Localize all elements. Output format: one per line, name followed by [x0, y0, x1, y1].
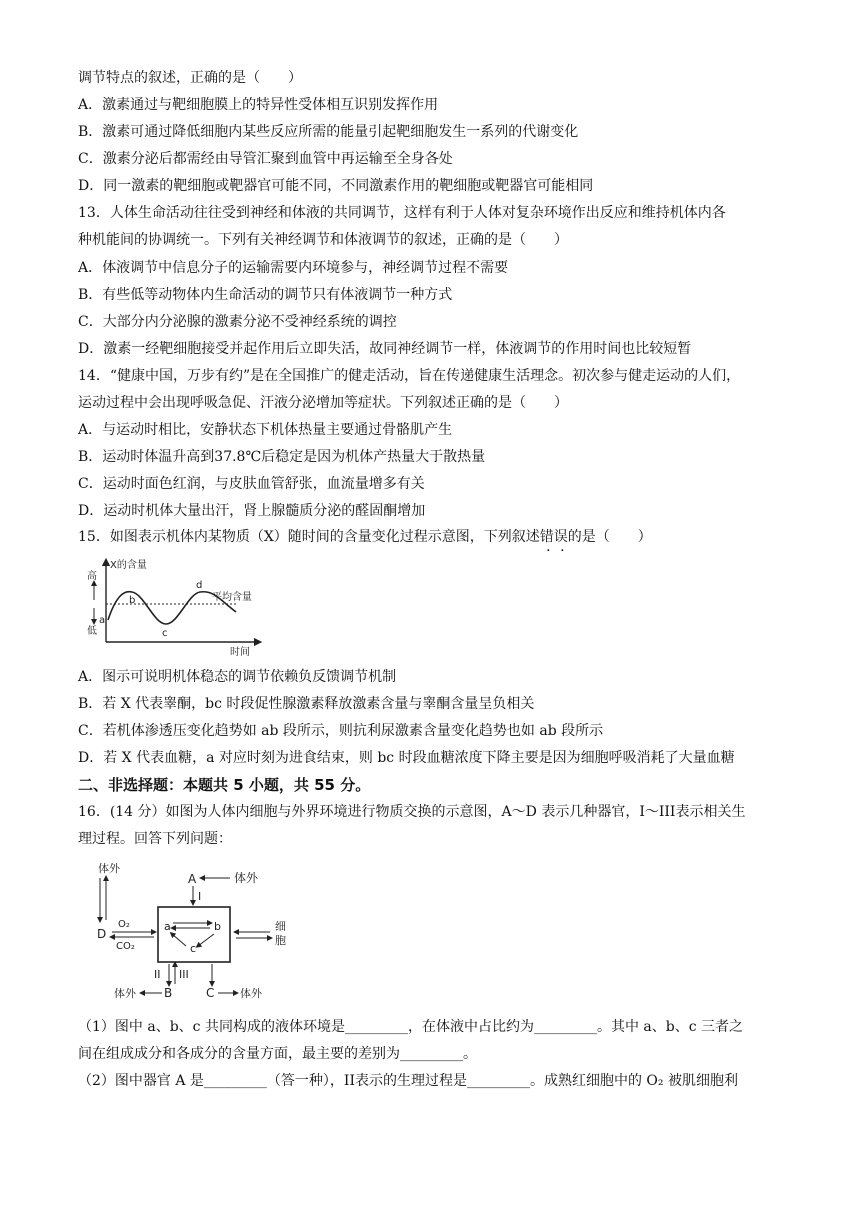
cell-label-1: 细 — [275, 920, 286, 933]
section2-title: 二、非选择题：本题共 5 小题，共 55 分。 — [78, 776, 371, 794]
co2-label: CO₂ — [116, 941, 135, 952]
organ-d: D — [97, 927, 107, 941]
q12-option-d: D．同一激素的靶细胞或靶器官可能不同，不同激素作用的靶细胞或靶器官可能相同 — [78, 178, 594, 194]
q15-stem — [78, 527, 652, 547]
q13-option-b: B．有些低等动物体内生命活动的调节只有体液调节一种方式 — [78, 287, 453, 303]
outside-bottom-right: 体外 — [240, 987, 262, 1000]
q12-stem: 调节特点的叙述，正确的是（ ） — [78, 70, 302, 86]
process-3: III — [179, 968, 189, 981]
q14-option-c: C．运动时面色红润，与皮肤血管舒张，血流量增多有关 — [78, 476, 425, 492]
point-c: c — [162, 628, 168, 639]
q12-option-b: B．激素可通过降低细胞内某些反应所需的能量引起靶细胞发生一系列的代谢变化 — [78, 124, 579, 140]
q15-option-a: A．图示可说明机体稳态的调节依赖负反馈调节机制 — [78, 669, 397, 685]
q13-option-d: D．激素一经靶细胞接受并起作用后立即失活，故同神经调节一样，体液调节的作用时间也比较短暂 — [78, 341, 692, 357]
q16-diagram — [80, 860, 310, 1005]
q16-stem-line1: 16．(14 分）如图为人体内细胞与外界环境进行物质交换的示意图，A～D 表示几种器官，I～III表示相关生 — [78, 804, 746, 820]
outside-left: 体外 — [98, 862, 120, 875]
q14-option-b: B．运动时体温升高到37.8℃后稳定是因为机体产热量大于散热量 — [78, 449, 486, 465]
fluid-c: c — [190, 942, 197, 955]
process-2: II — [154, 968, 161, 981]
q12-option-a: A．激素通过与靶细胞膜上的特异性受体相互识别发挥作用 — [78, 97, 439, 113]
q16-stem-line2: 理过程。回答下列问题： — [78, 831, 232, 847]
outside-top: 体外 — [234, 871, 259, 885]
q12-option-c: C．激素分泌后都需经由导管汇聚到血管中再运输至全身各处 — [78, 151, 453, 167]
q13-option-a: A．体液调节中信息分子的运输需要内环境参与，神经调节过程不需要 — [78, 260, 509, 276]
q15-option-c: C．若机体渗透压变化趋势如 ab 段所示，则抗利尿激素含量变化趋势也如 ab 段所示 — [78, 723, 604, 739]
q14-stem-line1: 14．“健康中国，万步有约”是在全国推广的健走活动，旨在传递健康生活理念。初次参与健走运动的人们， — [78, 368, 741, 384]
q15-emphasis-2: 误 — [553, 529, 568, 545]
q13-option-c: C．大部分内分泌腺的激素分泌不受神经系统的调控 — [78, 314, 397, 330]
q15-graph — [80, 556, 270, 658]
cell-label-2: 胞 — [275, 934, 286, 947]
average-label: 平均含量 — [212, 592, 252, 603]
process-1: I — [198, 890, 202, 903]
outside-bottom-left: 体外 — [114, 987, 136, 1000]
q15-stem-part2: 的是（ ） — [567, 529, 652, 545]
point-a: a — [99, 615, 106, 626]
q15-option-d: D．若 X 代表血糖，a 对应时刻为进食结束，则 bc 时段血糖浓度下降主要是因为细胞呼吸消耗了大量血糖 — [78, 750, 735, 766]
y-axis-label: X的含量 — [110, 560, 147, 571]
q16-part1-line1: （1）图中 a、b、c 共同构成的液体环境是_________，在体液中占比约为_________。其中 a、b、c 三者之 — [78, 1019, 744, 1035]
organ-c: C — [206, 986, 215, 1000]
point-b: b — [129, 595, 136, 606]
organ-a: A — [188, 872, 197, 886]
fluid-a: a — [164, 920, 171, 933]
o2-label: O₂ — [118, 919, 130, 930]
q14-stem-line2: 运动过程中会出现呼吸急促、汗液分泌增加等症状。下列叙述正确的是（ ） — [78, 395, 568, 411]
q16-part2: （2）图中器官 A 是_________（答一种），II表示的生理过程是_________。成熟红细胞中的 O₂ 被肌细胞利 — [78, 1073, 738, 1089]
q15-option-b: B．若 X 代表睾酮，bc 时段促性腺激素释放激素含量与睾酮含量呈负相关 — [78, 696, 535, 712]
q15-stem-part1: 15．如图表示机体内某物质（X）随时间的含量变化过程示意图，下列叙述 — [78, 529, 540, 545]
point-d: d — [196, 580, 203, 591]
x-axis-label: 时间 — [230, 647, 250, 658]
q14-option-d: D．运动时机体大量出汗，肾上腺髓质分泌的醛固酮增加 — [78, 503, 426, 519]
q16-part1-line2: 间在组成成分和各成分的含量方面，最主要的差别为_________。 — [78, 1046, 477, 1062]
q15-emphasis-1: 错 — [539, 529, 554, 545]
fluid-b: b — [214, 920, 221, 933]
q13-stem-line2: 种机能间的协调统一。下列有关神经调节和体液调节的叙述，正确的是（ ） — [78, 232, 568, 248]
organ-b: B — [164, 986, 173, 1000]
q14-option-a: A．与运动时相比，安静状态下机体热量主要通过骨骼肌产生 — [78, 422, 453, 438]
high-label: 高 — [87, 571, 97, 582]
low-label: 低 — [87, 626, 97, 637]
q13-stem-line1: 13．人体生命活动往往受到神经和体液的共同调节，这样有利于人体对复杂环境作出反应和维持机体内各 — [78, 205, 726, 221]
